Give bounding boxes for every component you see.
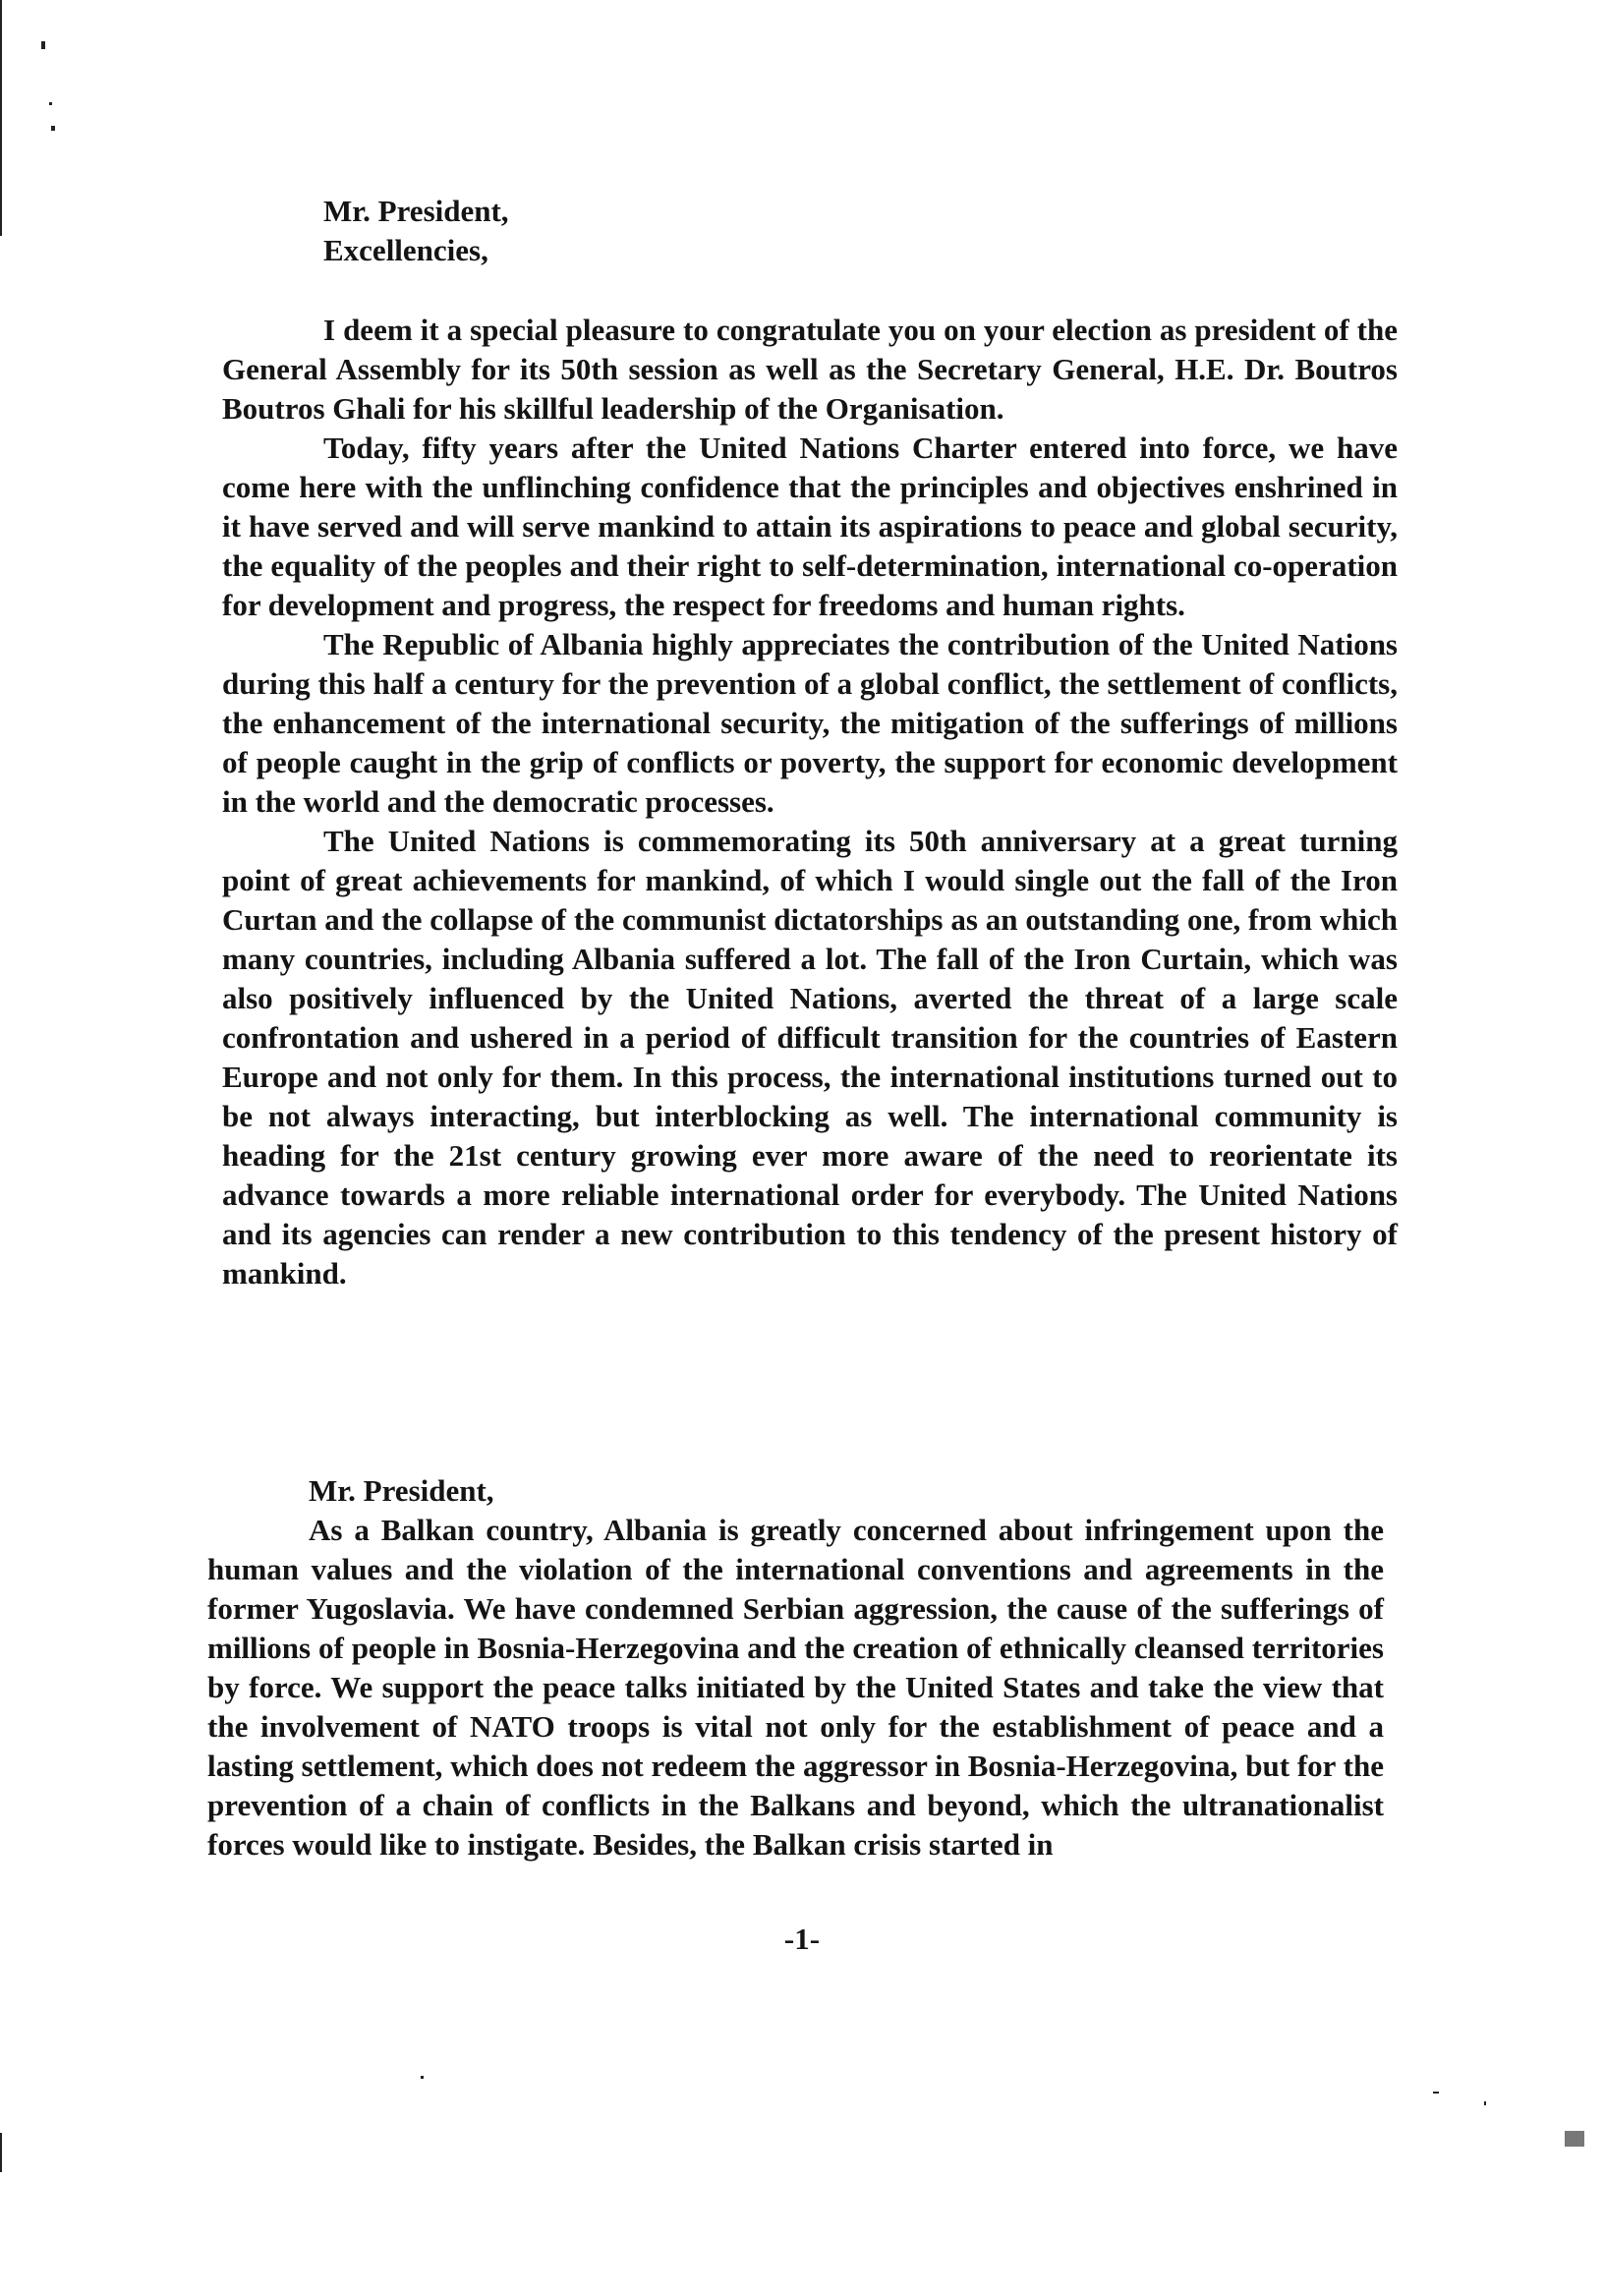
scan-speck — [41, 41, 45, 49]
letter-body-section-1 — [222, 311, 1398, 1293]
scan-edge-line-bottom — [0, 2133, 2, 2172]
scan-speck — [1565, 2131, 1584, 2147]
scan-speck — [1484, 2101, 1486, 2105]
scan-speck — [49, 102, 52, 105]
scan-speck — [51, 126, 55, 131]
paragraph: As a Balkan country, Albania is greatly concerned about infringement upon the human values and the violation of the international conventions and agreements in the former Yugoslavia. We have condemned Serbian aggression, the cause of the sufferings of millions of people in Bosnia-Herzegovina and the creation of ethnically cleansed territories by force. We support the peace talks initiated by the United States and take the view that the involvement of NATO troops is vital not only for the establishment of peace and a lasting settlement, which does not redeem the aggressor in Bosnia-Herzegovina, but for the prevention of a chain of conflicts in the Balkans and beyond, which the ultranationalist forces would like to instigate. Besides, the Balkan crisis started in — [207, 1513, 1384, 1862]
scan-speck — [1433, 2092, 1439, 2094]
paragraph: The Republic of Albania highly appreciates the contribution of the United Nations during this half a century for the prevention of a global conflict, the settlement of conflicts, the enhancement of the international security, the mitigation of the sufferings of millions of people caught in the grip of conflicts or poverty, the support for economic development in the world and the democratic processes. — [222, 627, 1398, 819]
page-number: -1- — [783, 1922, 821, 1956]
scan-speck — [421, 2076, 424, 2079]
greeting-excellencies: Excellencies, — [323, 233, 488, 267]
paragraph: Today, fifty years after the United Nations Charter entered into force, we have come here with the unflinching confidence that the principles and objectives enshrined in it have served and will serve mankind to attain its aspirations to peace and global security, the equality of the peoples and their right to self-determination, international co-operation for development and progress, the respect for freedoms and human rights. — [222, 430, 1398, 622]
greeting-mr-president: Mr. President, — [323, 194, 509, 228]
paragraph: I deem it a special pleasure to congratulate you on your election as president of the General Assembly for its 50th session as well as the Secretary General, H.E. Dr. Boutros Boutros Ghali for his skillful leadership of the Organisation. — [222, 313, 1398, 426]
scan-edge-line-top — [0, 0, 2, 236]
letter-body-section-2 — [207, 1511, 1384, 1865]
paragraph: The United Nations is commemorating its 50th anniversary at a great turning point of great achievements for mankind, of which I would single out the fall of the Iron Curtan and the collapse of the communist dictatorships as an outstanding one, from which many countries, including Albania suffered a lot. The fall of the Iron Curtain, which was also positively influenced by the United Nations, averted the threat of a large scale confrontation and ushered in a period of difficult transition for the countries of Eastern Europe and not only for them. In this process, the international institutions turned out to be not always interacting, but interblocking as well. The international community is heading for the 21st century growing ever more aware of the need to reorientate its advance towards a more reliable international order for everybody. The United Nations and its agencies can render a new contribution to this tendency of the present history of mankind. — [222, 824, 1398, 1291]
greeting-mr-president-2: Mr. President, — [309, 1473, 494, 1508]
